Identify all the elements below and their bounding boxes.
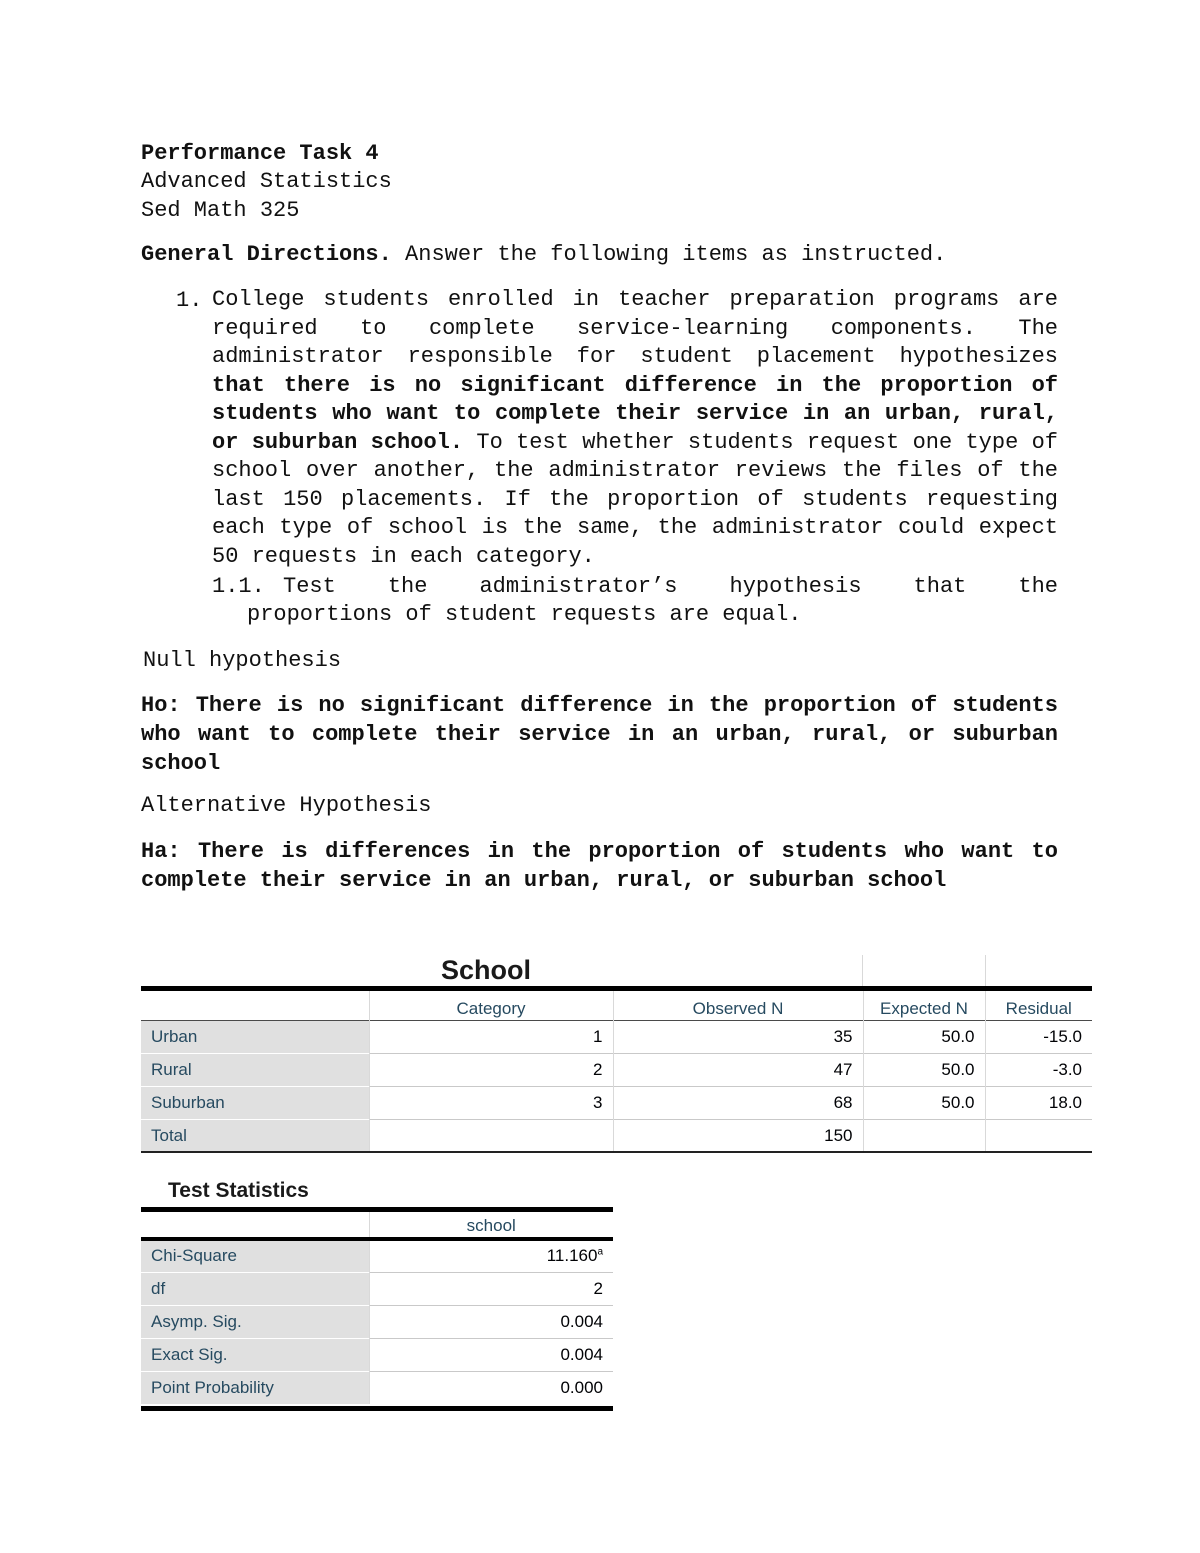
null-hypothesis-text: Ho: There is no significant difference in the proportion of students who want to complete their service in an urban, rural, or suburban school — [141, 693, 1058, 776]
cell-expected — [863, 1119, 985, 1152]
stats-row — [141, 1305, 613, 1338]
footnote-marker: a — [597, 1246, 603, 1258]
item-1-text-bold: that there is no significant difference in the proportion of students who want to complete their service in an urban, rural, or suburban school. — [212, 372, 1058, 455]
course-code: Sed Math 325 — [141, 198, 300, 223]
table-row-total — [141, 1119, 1092, 1152]
sub-item-number: 1.1. — [212, 574, 265, 599]
test-statistics-table — [141, 1212, 613, 1404]
row-label: Suburban — [141, 1086, 369, 1119]
stats-row — [141, 1338, 613, 1371]
table-row — [141, 1053, 1092, 1086]
row-label: Rural — [141, 1053, 369, 1086]
cell-residual: -15.0 — [985, 1020, 1092, 1053]
cell-observed: 47 — [613, 1053, 863, 1086]
stats-label: Asymp. Sig. — [141, 1305, 369, 1338]
item-number: 1. — [176, 288, 203, 313]
sub-item-text-line1: Test the administrator’s hypothesis that the — [283, 574, 1058, 599]
document-title: Performance Task 4 — [141, 141, 379, 166]
cell-residual: -3.0 — [985, 1053, 1092, 1086]
cell-residual: 18.0 — [985, 1086, 1092, 1119]
general-directions — [141, 241, 946, 269]
school-frequency-table — [141, 991, 1092, 1152]
item-1-text-part2: To test whether students request one type of school over another, the administrator reviews the files of the last 150 placements. If the proportion of students requesting each type of school is the same, the administrator could expect 50 requests in each category. — [212, 429, 1058, 569]
cell-expected: 50.0 — [863, 1053, 985, 1086]
header-category: Category — [369, 991, 613, 1020]
cell-observed: 150 — [613, 1119, 863, 1152]
stats-label: Point Probability — [141, 1371, 369, 1404]
directions-label: General Directions. — [141, 242, 392, 267]
test-statistics-title: Test Statistics — [168, 1179, 309, 1202]
sub-item-text-line2: proportions of student requests are equal. — [247, 602, 802, 627]
header-separator — [985, 955, 986, 989]
header-separator — [862, 955, 863, 989]
cell-observed: 68 — [613, 1086, 863, 1119]
stats-value: 0.004 — [369, 1338, 613, 1371]
stats-header-school: school — [369, 1212, 613, 1239]
cell-expected: 50.0 — [863, 1020, 985, 1053]
stats-value: 0.000 — [369, 1371, 613, 1404]
stats-value: 0.004 — [369, 1305, 613, 1338]
stats-value — [369, 1239, 613, 1272]
null-hypothesis-label: Null hypothesis — [143, 648, 342, 673]
stats-header-row — [141, 1212, 613, 1239]
school-table-title: School — [441, 955, 532, 985]
stats-label: df — [141, 1272, 369, 1305]
stats-header-blank — [141, 1212, 369, 1239]
stats-value-number: 11.160 — [546, 1246, 598, 1266]
alternative-hypothesis-label: Alternative Hypothesis — [141, 793, 432, 818]
cell-residual — [985, 1119, 1092, 1152]
item-1-text-part1: College students enrolled in teacher preparation programs are required to complete service-learning components. The administrator responsible for student placement hypothesizes — [212, 287, 1058, 369]
stats-row — [141, 1371, 613, 1404]
stats-row — [141, 1272, 613, 1305]
directions-text: Answer the following items as instructed. — [391, 242, 947, 267]
table-row — [141, 1020, 1092, 1053]
table-row — [141, 1086, 1092, 1119]
cell-category: 2 — [369, 1053, 613, 1086]
cell-expected: 50.0 — [863, 1086, 985, 1119]
table-bottom-rule — [141, 1151, 1092, 1153]
stats-label: Exact Sig. — [141, 1338, 369, 1371]
header-residual: Residual — [985, 991, 1092, 1020]
cell-observed: 35 — [613, 1020, 863, 1053]
alternative-hypothesis-text: Ha: There is differences in the proportion of students who want to complete their service in an urban, rural, or suburban school — [141, 839, 1058, 893]
row-label: Total — [141, 1119, 369, 1152]
row-label: Urban — [141, 1020, 369, 1053]
table-header-row — [141, 991, 1092, 1020]
cell-category: 1 — [369, 1020, 613, 1053]
cell-category: 3 — [369, 1086, 613, 1119]
stats-row — [141, 1239, 613, 1272]
stats-value: 2 — [369, 1272, 613, 1305]
document-subtitle: Advanced Statistics — [141, 169, 392, 194]
stats-bottom-rule — [141, 1406, 613, 1411]
header-expected-n: Expected N — [863, 991, 985, 1020]
header-observed-n: Observed N — [613, 991, 863, 1020]
item-1-text — [212, 286, 1058, 571]
cell-category — [369, 1119, 613, 1152]
header-blank — [141, 991, 369, 1020]
stats-label: Chi-Square — [141, 1239, 369, 1272]
